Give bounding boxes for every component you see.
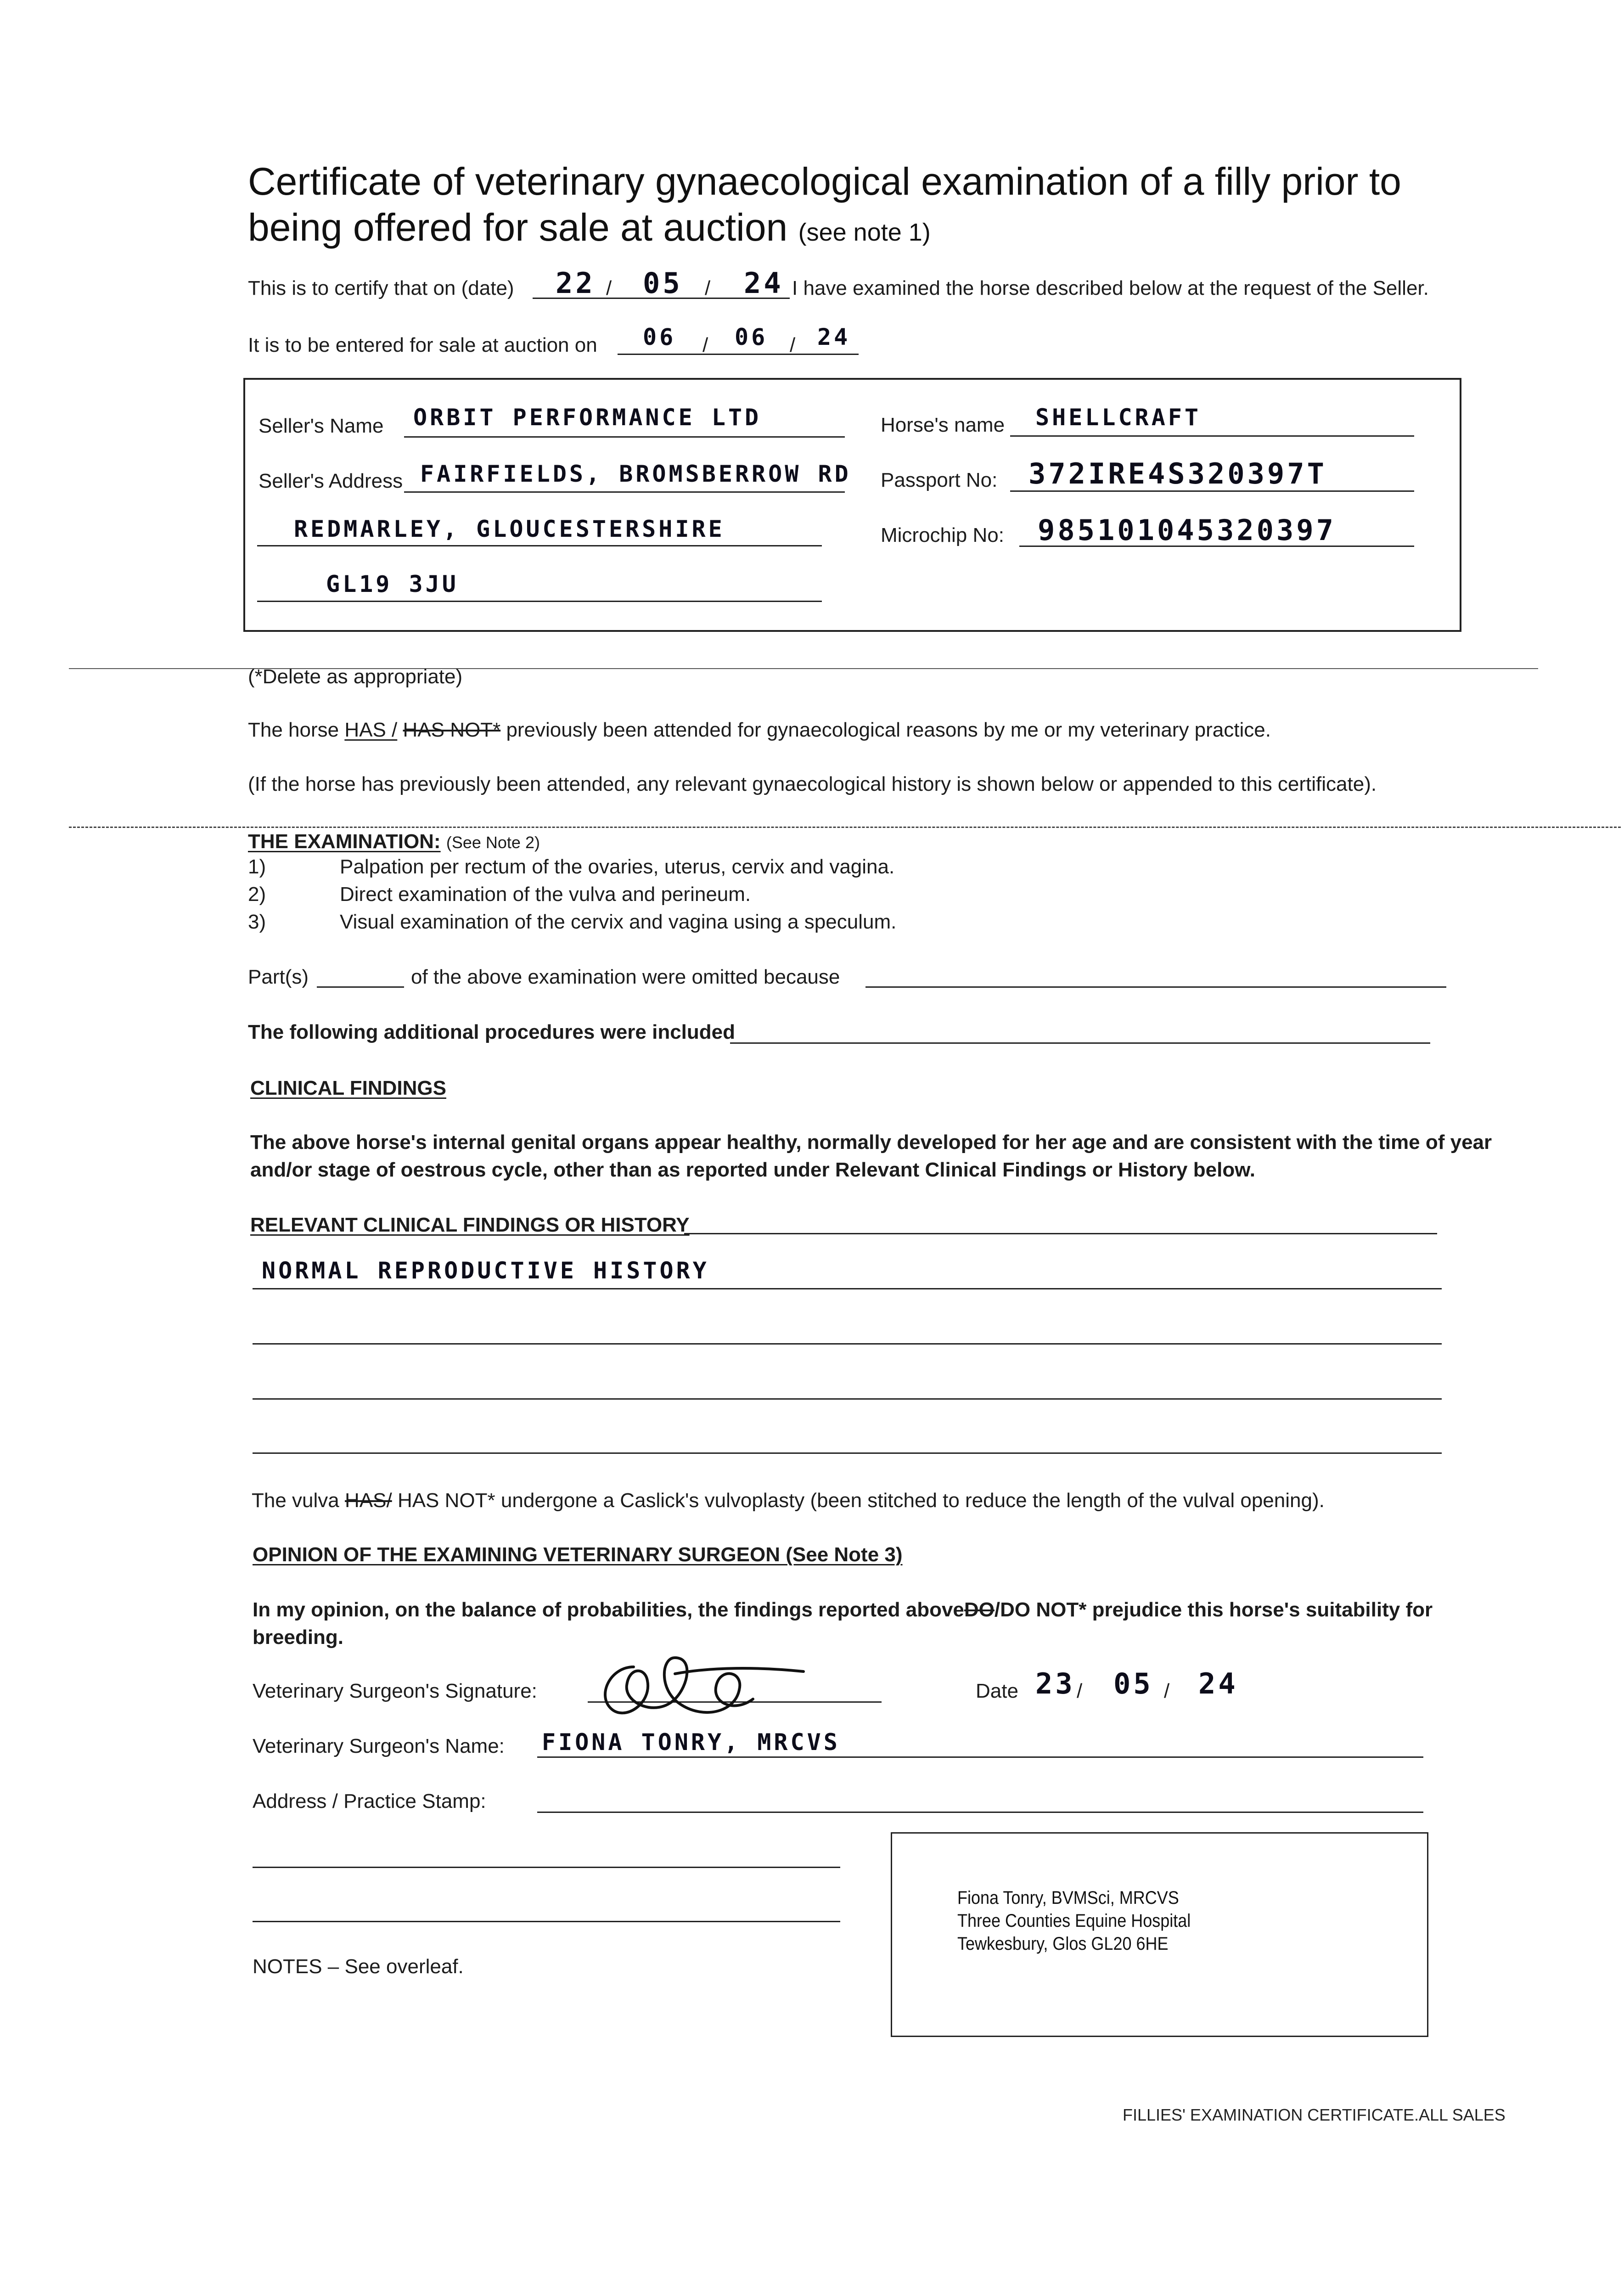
seller-address-line3[interactable]: GL19 3JU	[326, 571, 459, 597]
clinical-statement-1: The above horse's internal genital organs appear healthy, normally developed for her age and are consistent with the time of year	[250, 1131, 1492, 1154]
exam-date-day[interactable]: 22	[556, 266, 596, 300]
examination-note: (See Note 2)	[446, 833, 540, 852]
clinical-findings-heading: CLINICAL FINDINGS	[250, 1077, 446, 1099]
attended-note: (If the horse has previously been attended, any relevant gynaecological history is shown below or appended to this certificate).	[248, 773, 1377, 795]
practice-address-line-2[interactable]	[253, 1867, 840, 1868]
vulva-line	[252, 1488, 1325, 1514]
horse-name-value[interactable]: SHELLCRAFT	[1035, 404, 1202, 431]
relevant-findings-heading: RELEVANT CLINICAL FINDINGS OR HISTORY	[250, 1214, 690, 1236]
practice-address-line-1[interactable]	[537, 1812, 1423, 1813]
sign-date-month[interactable]: 05	[1113, 1667, 1153, 1700]
stamp-line-2: Three Counties Equine Hospital	[957, 1911, 1191, 1931]
additional-procedures-line[interactable]	[730, 1042, 1430, 1044]
seller-address-line1[interactable]: FAIRFIELDS, BROMSBERROW RD	[420, 461, 851, 487]
practice-stamp-label: Address / Practice Stamp:	[253, 1790, 486, 1812]
parts-input-line[interactable]	[317, 986, 404, 988]
sign-date-day[interactable]: 23	[1035, 1667, 1075, 1700]
certify-suffix: I have examined the horse described below at the request of the Seller.	[792, 277, 1429, 299]
relevant-findings-value[interactable]: NORMAL REPRODUCTIVE HISTORY	[262, 1257, 709, 1284]
surgeon-name-line[interactable]	[537, 1756, 1423, 1758]
parts-suffix: of the above examination were omitted because	[411, 966, 840, 988]
attended-line	[248, 717, 1271, 743]
signature-image	[583, 1639, 817, 1731]
opinion-heading: OPINION OF THE EXAMINING VETERINARY SURGEON (See Note 3)	[253, 1543, 903, 1566]
relevant-findings-line-1[interactable]	[253, 1288, 1442, 1289]
certify-prefix: This is to certify that on (date)	[248, 277, 514, 299]
page-title-line2-text: being offered for sale at auction	[248, 206, 788, 249]
vulva-prefix: The vulva	[252, 1489, 339, 1512]
sign-date-year[interactable]: 24	[1198, 1667, 1238, 1700]
relevant-findings-line-3[interactable]	[253, 1398, 1442, 1400]
seller-address-underline-2	[257, 545, 822, 546]
passport-underline	[1010, 490, 1414, 492]
auction-date-sep-2: /	[790, 334, 796, 356]
seller-name-value[interactable]: ORBIT PERFORMANCE LTD	[413, 404, 762, 431]
surgeon-name-value[interactable]: FIONA TONRY, MRCVS	[542, 1729, 840, 1756]
auction-prefix: It is to be entered for sale at auction on	[248, 334, 597, 356]
opinion-prefix: In my opinion, on the balance of probabilities, the findings reported above	[253, 1598, 964, 1621]
seller-name-underline	[404, 436, 845, 438]
notes-see-overleaf: NOTES – See overleaf.	[253, 1955, 464, 1978]
attended-has[interactable]: HAS /	[344, 719, 398, 741]
microchip-value[interactable]: 985101045320397	[1038, 513, 1336, 547]
auction-date-month[interactable]: 06	[735, 324, 768, 350]
sign-date-label: Date	[976, 1680, 1018, 1702]
footer-form-id: FILLIES' EXAMINATION CERTIFICATE.ALL SALES	[1123, 2105, 1506, 2124]
vulva-suffix: undergone a Caslick's vulvoplasty (been stitched to reduce the length of the vulval opening).	[500, 1489, 1325, 1512]
microchip-label: Microchip No:	[881, 524, 1004, 546]
vulva-has-not[interactable]: HAS NOT*	[397, 1489, 495, 1512]
stamp-line-3: Tewkesbury, Glos GL20 6HE	[957, 1934, 1169, 1954]
sign-date-sep-2: /	[1164, 1680, 1170, 1702]
exam-item-3-text: Visual examination of the cervix and vagina using a speculum.	[340, 911, 897, 933]
relevant-findings-line-0[interactable]	[684, 1233, 1437, 1234]
exam-date-sep-1: /	[606, 277, 612, 299]
signature-label: Veterinary Surgeon's Signature:	[253, 1680, 537, 1702]
opinion-line-2: breeding.	[253, 1626, 344, 1649]
additional-procedures-label: The following additional procedures were included	[248, 1021, 736, 1043]
seller-address-label: Seller's Address	[258, 470, 403, 492]
stamp-line-1: Fiona Tonry, BVMSci, MRCVS	[957, 1888, 1179, 1908]
clinical-statement-2: and/or stage of oestrous cycle, other than as reported under Relevant Clinical Findings or History below.	[250, 1159, 1256, 1181]
page-title: Certificate of veterinary gynaecological examination of a filly prior to	[248, 160, 1401, 203]
section-divider-2	[69, 827, 1621, 828]
omitted-reason-line[interactable]	[865, 986, 1446, 988]
auction-date-day[interactable]: 06	[643, 324, 676, 350]
exam-date-year[interactable]: 24	[744, 266, 784, 300]
surgeon-name-label: Veterinary Surgeon's Name:	[253, 1735, 505, 1757]
relevant-findings-line-4[interactable]	[253, 1452, 1442, 1454]
horse-name-label: Horse's name	[881, 414, 1005, 436]
exam-date-month[interactable]: 05	[643, 266, 683, 300]
examination-heading-row	[248, 829, 540, 855]
parts-label: Part(s)	[248, 966, 309, 988]
opinion-suffix: /DO NOT* prejudice this horse's suitability for	[994, 1598, 1433, 1621]
exam-date-sep-2: /	[705, 277, 711, 299]
attended-has-not[interactable]: HAS NOT*	[403, 719, 501, 741]
opinion-do[interactable]: DO	[964, 1598, 995, 1621]
page-title-line2	[248, 204, 931, 255]
auction-date-year[interactable]: 24	[817, 324, 851, 350]
passport-label: Passport No:	[881, 469, 998, 491]
delete-note: (*Delete as appropriate)	[248, 665, 463, 688]
examination-heading: THE EXAMINATION:	[248, 830, 441, 853]
auction-date-underline	[618, 354, 859, 355]
seller-address-underline-1	[404, 491, 845, 493]
seller-address-line2[interactable]: REDMARLEY, GLOUCESTERSHIRE	[294, 516, 725, 542]
exam-item-1-num: 1)	[248, 855, 266, 878]
practice-address-line-3[interactable]	[253, 1921, 840, 1922]
seller-address-underline-3	[257, 601, 822, 602]
exam-item-2-text: Direct examination of the vulva and perineum.	[340, 883, 751, 906]
horse-name-underline	[1010, 435, 1414, 437]
see-note-1: (see note 1)	[798, 219, 931, 246]
opinion-line-1	[253, 1597, 1433, 1623]
exam-item-2-num: 2)	[248, 883, 266, 906]
exam-item-3-num: 3)	[248, 911, 266, 933]
auction-date-sep-1: /	[702, 334, 708, 356]
exam-item-1-text: Palpation per rectum of the ovaries, uterus, cervix and vagina.	[340, 855, 895, 878]
attended-suffix: previously been attended for gynaecological reasons by me or my veterinary practice.	[506, 719, 1271, 741]
relevant-findings-line-2[interactable]	[253, 1343, 1442, 1345]
vulva-has[interactable]: HAS/	[345, 1489, 392, 1512]
sign-date-sep-1: /	[1077, 1680, 1083, 1702]
passport-value[interactable]: 372IRE4S320397T	[1028, 457, 1327, 490]
seller-name-label: Seller's Name	[258, 415, 384, 437]
attended-prefix: The horse	[248, 719, 339, 741]
